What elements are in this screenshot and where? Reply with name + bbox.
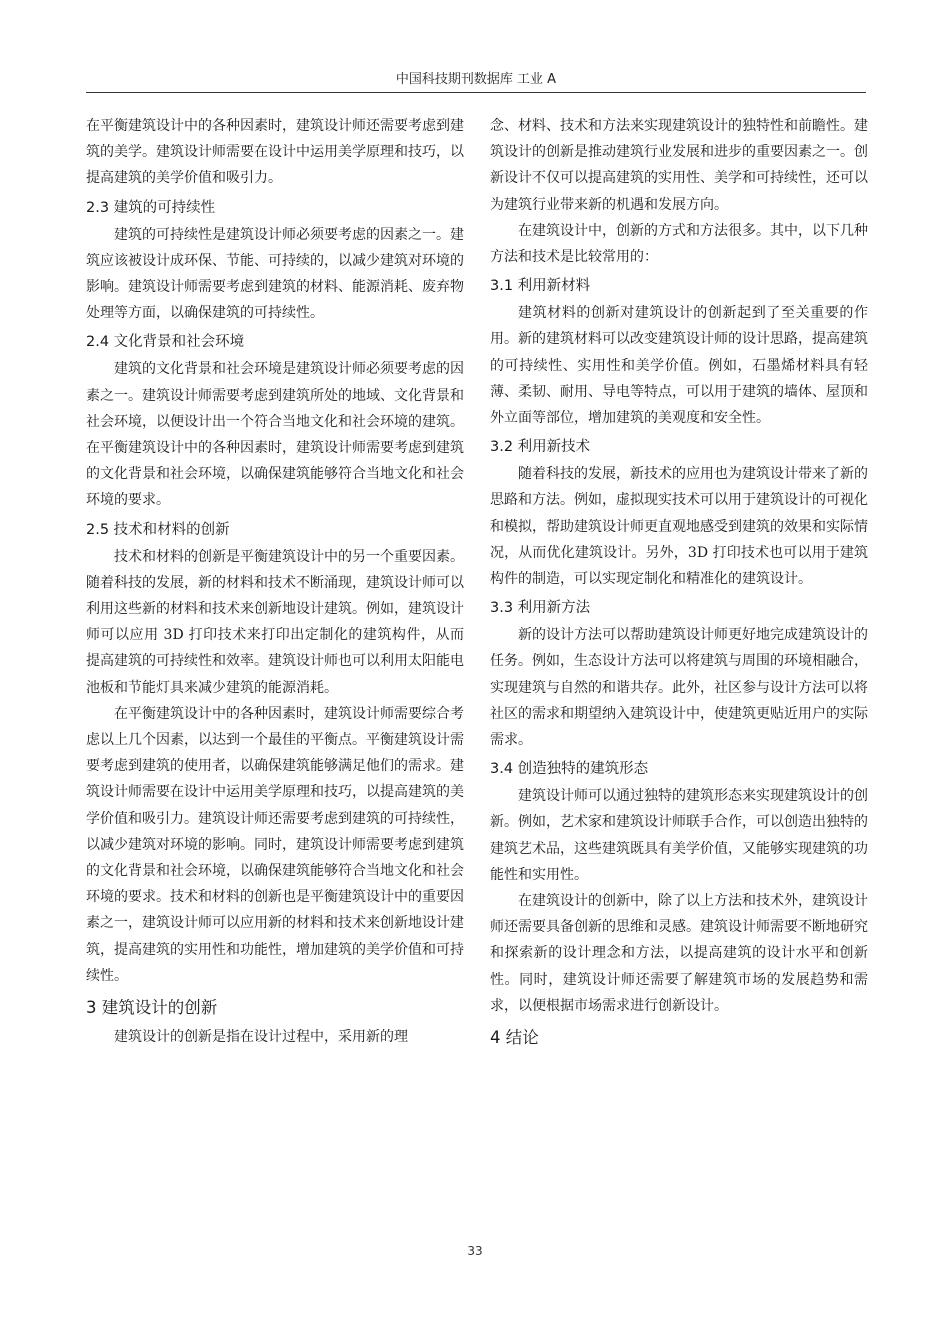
section-heading-2-5: 2.5 技术和材料的创新 [86, 521, 230, 538]
paragraph: 在建筑设计中，创新的方式和方法很多。其中，以下几种方法和技术是比较常用的： [490, 222, 868, 266]
section-heading-3: 3 建筑设计的创新 [86, 998, 218, 1018]
paragraph: 建筑的可持续性是建筑设计师必须要考虑的因素之一。建筑应该被设计成环保、节能、可持续的，以减少建筑对环境的影响。建筑设计师需要考虑到建筑的材料、能源消耗、废弃物处理等方面，以确保建筑的可持续性。 [86, 226, 464, 322]
running-header: 中国科技期刊数据库 工业 A [395, 72, 557, 87]
section-heading-4: 4 结论 [490, 1028, 539, 1048]
paragraph: 建筑的文化背景和社会环境是建筑设计师必须要考虑的因素之一。建筑设计师需要考虑到建筑所处的地域、文化背景和社会环境，以便设计出一个符合当地文化和社会环境的建筑。在平衡建筑设计中的各种因素时，建筑设计师需要考虑到建筑的文化背景和社会环境，以确保建筑能够符合当地文化和社会环境的要求。 [86, 361, 464, 509]
paragraph: 建筑材料的创新对建筑设计的创新起到了至关重要的作用。新的建筑材料可以改变建筑设计师的设计思路，提高建筑的可持续性、实用性和美学价值。例如，石墨烯材料具有轻薄、柔韧、耐用、导电等特点，可以用于建筑的墙体、屋顶和外立面等部位，增加建筑的美观度和安全性。 [490, 305, 868, 427]
left-column [86, 113, 464, 1050]
right-column [490, 113, 868, 1054]
section-heading-2-4: 2.4 文化背景和社会环境 [86, 334, 245, 351]
paragraph: 技术和材料的创新是平衡建筑设计中的另一个重要因素。随着科技的发展，新的材料和技术不断涌现，建筑设计师可以利用这些新的材料和技术来创新地设计建筑。例如，建筑设计师可以应用 3D 打印技术来打印出定制化的建筑构件，从而提高建筑的可持续性和效率。建筑设计师也可以利用太阳能电池板和节能灯具来减少建筑的能源消耗。 [86, 548, 464, 696]
paragraph: 在平衡建筑设计中的各种因素时，建筑设计师需要综合考虑以上几个因素，以达到一个最佳的平衡点。平衡建筑设计需要考虑到建筑的使用者，以确保建筑能够满足他们的需求。建筑设计师需要在设计中运用美学原理和技巧，以提高建筑的美学价值和吸引力。建筑设计师还需要考虑到建筑的可持续性，以减少建筑对环境的影响。同时，建筑设计师需要考虑到建筑的文化背景和社会环境，以确保建筑能够符合当地文化和社会环境的要求。技术和材料的创新也是平衡建筑设计中的重要因素之一，建筑设计师可以应用新的材料和技术来创新地设计建筑，提高建筑的实用性和功能性，增加建筑的美学价值和可持续性。 [86, 705, 464, 984]
page-number: 33 [467, 1244, 483, 1258]
header-rule [86, 92, 866, 93]
section-heading-3-1: 3.1 利用新材料 [490, 278, 591, 295]
section-heading-3-2: 3.2 利用新技术 [490, 439, 591, 456]
paragraph: 建筑设计的创新是指在设计过程中，采用新的理 [114, 1029, 408, 1046]
paragraph: 新的设计方法可以帮助建筑设计师更好地完成建筑设计的任务。例如，生态设计方法可以将建筑与周围的环境相融合，实现建筑与自然的和谐共存。此外，社区参与设计方法可以将社区的需求和期望纳入建筑设计中，使建筑更贴近用户的实际需求。 [490, 627, 868, 749]
paragraph: 在平衡建筑设计中的各种因素时，建筑设计师还需要考虑到建筑的美学。建筑设计师需要在设计中运用美学原理和技巧，以提高建筑的美学价值和吸引力。 [86, 118, 464, 187]
section-heading-2-3: 2.3 建筑的可持续性 [86, 199, 216, 216]
section-heading-3-3: 3.3 利用新方法 [490, 600, 591, 617]
section-heading-3-4: 3.4 创造独特的建筑形态 [490, 761, 649, 778]
paragraph: 随着科技的发展，新技术的应用也为建筑设计带来了新的思路和方法。例如，虚拟现实技术可以用于建筑设计的可视化和模拟，帮助建筑设计师更直观地感受到建筑的效果和实际情况，从而优化建筑设计。另外，3D 打印技术也可以用于建筑构件的制造，可以实现定制化和精准化的建筑设计。 [490, 466, 868, 588]
paragraph: 念、材料、技术和方法来实现建筑设计的独特性和前瞻性。建筑设计的创新是推动建筑行业发展和进步的重要因素之一。创新设计不仅可以提高建筑的实用性、美学和可持续性，还可以为建筑行业带来新的机遇和发展方向。 [490, 118, 868, 213]
paragraph: 建筑设计师可以通过独特的建筑形态来实现建筑设计的创新。例如，艺术家和建筑设计师联手合作，可以创造出独特的建筑艺术品，这些建筑既具有美学价值，又能够实现建筑的功能性和实用性。 [490, 788, 868, 883]
paragraph: 在建筑设计的创新中，除了以上方法和技术外，建筑设计师还需要具备创新的思维和灵感。建筑设计师需要不断地研究和探索新的设计理念和方法，以提高建筑的设计水平和创新性。同时，建筑设计师还需要了解建筑市场的发展趋势和需求，以便根据市场需求进行创新设计。 [490, 893, 868, 1014]
